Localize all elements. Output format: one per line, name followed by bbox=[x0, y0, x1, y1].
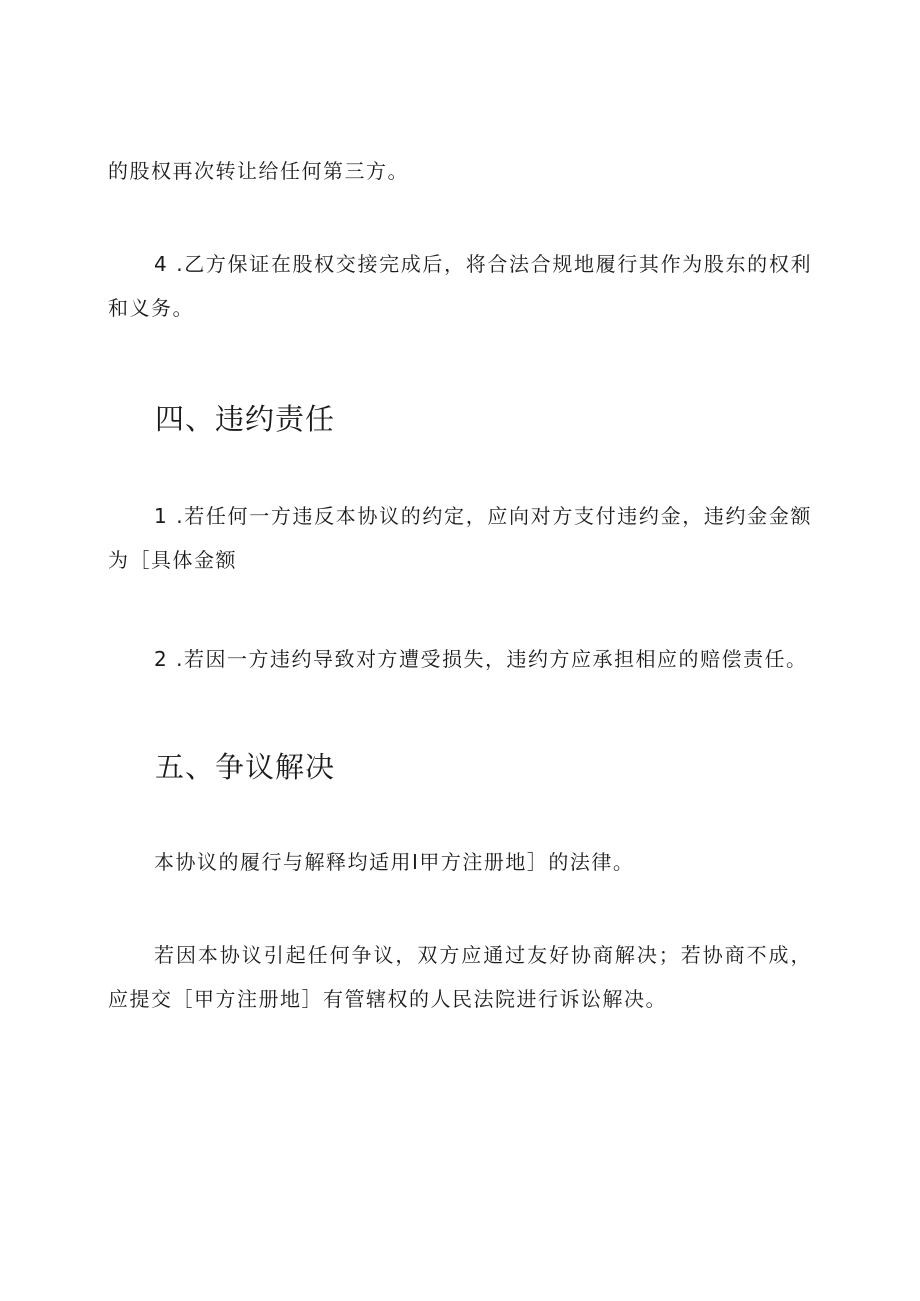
paragraph-item-4: 4 .乙方保证在股权交接完成后，将合法合规地履行其作为股东的权利和义务。 bbox=[108, 252, 812, 320]
paragraph-dispute-procedure: 若因本协议引起任何争议，双方应通过友好协商解决；若协商不成，应提交［甲方注册地］有管辖权的人民法院进行诉讼解决。 bbox=[108, 943, 812, 1011]
paragraph-governing-law: 本协议的履行与解释均适用I甲方注册地］的法律。 bbox=[154, 850, 635, 874]
paragraph-continuation: 的股权再次转让给任何第三方。 bbox=[108, 159, 409, 183]
section-heading-breach-liability: 四、违约责任 bbox=[155, 402, 336, 436]
section-heading-dispute-resolution: 五、争议解决 bbox=[155, 750, 336, 784]
paragraph-breach-item-1: 1 .若任何一方违反本协议的约定，应向对方支付违约金，违约金金额为［具体金额 bbox=[108, 504, 812, 572]
paragraph-breach-item-2: 2 .若因一方违约导致对方遭受损失，违约方应承担相应的赔偿责任。 bbox=[154, 647, 808, 671]
